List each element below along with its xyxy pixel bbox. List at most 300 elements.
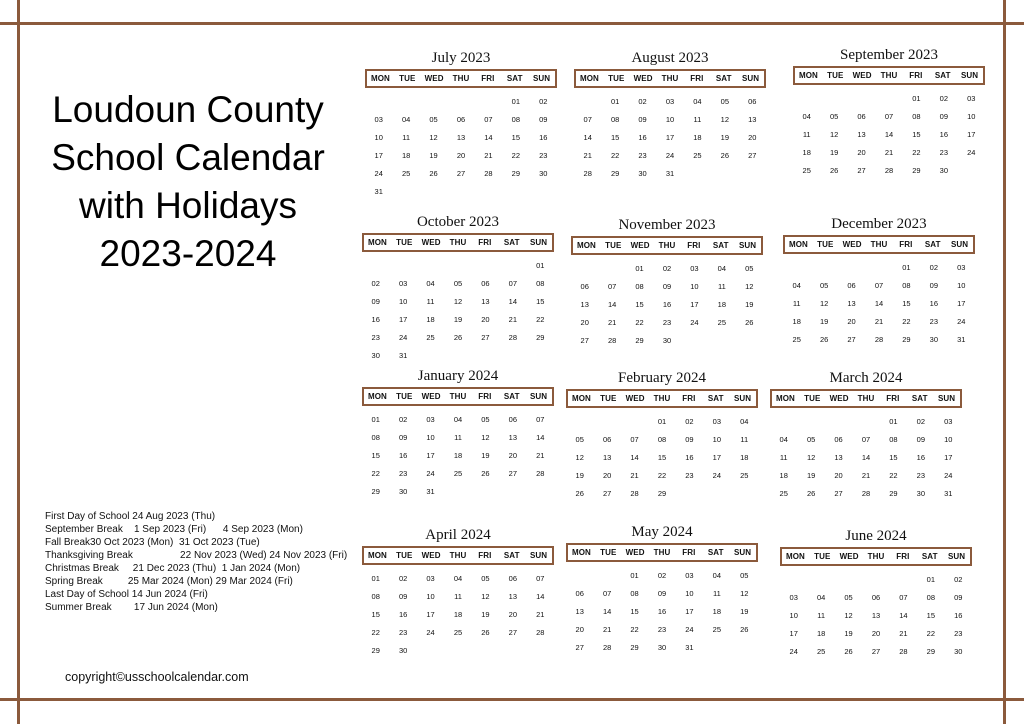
day-cell: 21 (484, 151, 493, 160)
weekday-label: WED (630, 241, 650, 250)
day-cell: 25 (717, 318, 727, 327)
weekday-label: WED (421, 392, 441, 401)
title-line: 2023-2024 (99, 233, 277, 274)
day-cell: 02 (371, 279, 380, 288)
day-empty (797, 413, 824, 431)
day-cell: 17 (712, 453, 722, 462)
day-cell: 30 (539, 169, 548, 178)
day-cell: 04 (693, 97, 702, 106)
day-cell: 20 (508, 610, 518, 619)
day-cell: 07 (861, 435, 871, 444)
day-cell: 16 (939, 130, 949, 139)
weekday-header (574, 69, 766, 88)
day-cell: 03 (789, 593, 798, 602)
day-cell: 14 (861, 453, 871, 462)
day-cell: 08 (610, 115, 620, 124)
day-cell: 04 (802, 112, 811, 121)
day-cell: 25 (802, 166, 811, 175)
day-cell: 08 (926, 593, 936, 602)
day-cell: 24 (426, 628, 435, 637)
month-calendar (574, 48, 766, 183)
frame-left-border (17, 0, 20, 724)
day-cell: 22 (536, 315, 545, 324)
weekday-label: MON (798, 71, 818, 80)
day-cell: 04 (712, 571, 722, 580)
day-cell: 17 (426, 451, 435, 460)
day-cell: 03 (426, 415, 435, 424)
day-cell: 19 (819, 317, 829, 326)
day-cell: 12 (429, 133, 438, 142)
day-cell: 13 (580, 300, 589, 309)
day-cell: 17 (665, 133, 675, 142)
month-name: January 2024 (417, 368, 499, 384)
day-cell: 03 (374, 115, 383, 124)
weekday-label: SUN (947, 552, 966, 561)
day-cell: 16 (916, 453, 926, 462)
day-cell: 01 (630, 571, 639, 580)
day-cell: 14 (630, 453, 639, 462)
day-cell: 21 (884, 148, 894, 157)
day-cell: 31 (398, 351, 408, 360)
day-cell: 28 (884, 166, 894, 175)
day-cell: 22 (635, 318, 644, 327)
holiday-row (45, 510, 365, 523)
weekday-label: TUE (396, 392, 413, 401)
day-cell: 13 (847, 299, 856, 308)
day-cell: 08 (371, 433, 380, 442)
title-line: Loudoun County (52, 89, 324, 130)
weekday-label: WED (842, 240, 862, 249)
weekday-label: SUN (741, 74, 760, 83)
weekday-header (362, 387, 554, 406)
holiday-dates: 1 Sep 2023 (Fri) 4 Sep 2023 (Mon) (133, 524, 303, 535)
weekday-label: FRI (687, 241, 701, 250)
day-cell: 16 (371, 315, 380, 324)
holiday-name: Christmas Break (45, 563, 119, 574)
day-cell: 30 (398, 487, 408, 496)
day-cell: 09 (685, 435, 694, 444)
day-cell: 25 (693, 151, 702, 160)
day-cell: 18 (401, 151, 411, 160)
day-cell: 29 (657, 489, 667, 498)
day-cell: 06 (871, 593, 881, 602)
day-cell: 12 (575, 453, 584, 462)
day-cell: 23 (398, 469, 408, 478)
weekday-label: MON (571, 548, 591, 557)
day-empty (825, 413, 852, 431)
weekday-label: SAT (503, 392, 520, 401)
day-cell: 24 (957, 317, 966, 326)
day-cell: 21 (861, 471, 871, 480)
month-calendar (783, 214, 975, 349)
holiday-name: September Break (45, 524, 123, 535)
day-cell: 23 (929, 317, 939, 326)
day-cell: 03 (685, 571, 694, 580)
day-cell: 03 (690, 264, 699, 273)
day-cell: 23 (539, 151, 548, 160)
day-cell: 18 (426, 315, 435, 324)
day-cell: 13 (748, 115, 757, 124)
weekday-label: SAT (707, 548, 724, 557)
day-cell: 23 (954, 629, 963, 638)
day-cell: 16 (657, 607, 667, 616)
day-cell: 12 (745, 282, 754, 291)
month-name: October 2023 (416, 214, 500, 230)
weekday-label: MON (367, 551, 387, 560)
day-cell: 27 (834, 489, 843, 498)
day-cell: 13 (508, 433, 518, 442)
weekday-label: THU (658, 241, 676, 250)
day-cell: 02 (657, 571, 667, 580)
day-cell: 02 (929, 263, 939, 272)
day-cell: 13 (871, 611, 881, 620)
day-cell: 09 (371, 297, 380, 306)
day-cell: 06 (748, 97, 757, 106)
day-cell: 28 (861, 489, 871, 498)
day-empty (571, 260, 598, 278)
holiday-row (45, 588, 365, 601)
weekday-label: TUE (605, 241, 622, 250)
day-cell: 27 (580, 336, 589, 345)
days-grid (783, 259, 975, 349)
weekday-label: THU (452, 74, 470, 83)
weekday-label: SUN (733, 548, 752, 557)
day-cell: 05 (481, 574, 490, 583)
day-cell: 28 (899, 647, 908, 656)
holiday-dates: 22 Nov 2023 (Wed) 24 Nov 2023 (Fri) (132, 550, 348, 561)
day-cell: 25 (712, 625, 722, 634)
day-cell: 05 (453, 279, 463, 288)
day-cell: 01 (902, 263, 911, 272)
day-cell: 21 (899, 629, 908, 638)
day-cell: 14 (602, 607, 612, 616)
holiday-row (45, 536, 365, 549)
weekday-label: WED (852, 71, 872, 80)
day-cell: 20 (834, 471, 843, 480)
holiday-row (45, 523, 365, 536)
day-cell: 06 (602, 435, 612, 444)
day-empty (852, 413, 879, 431)
day-cell: 18 (693, 133, 702, 142)
day-cell: 09 (929, 281, 939, 290)
weekday-header (780, 547, 972, 566)
day-cell: 23 (685, 471, 694, 480)
day-cell: 17 (374, 151, 383, 160)
day-cell: 21 (508, 315, 518, 324)
day-cell: 14 (484, 133, 493, 142)
day-cell: 04 (453, 574, 463, 583)
day-cell: 23 (657, 625, 667, 634)
day-cell: 19 (720, 133, 730, 142)
day-cell: 29 (889, 489, 898, 498)
weekday-label: TUE (804, 394, 821, 403)
day-cell: 12 (844, 611, 853, 620)
day-cell: 05 (575, 435, 584, 444)
weekday-label: SAT (503, 238, 520, 247)
day-cell: 11 (740, 435, 749, 444)
day-cell: 14 (536, 433, 545, 442)
day-cell: 07 (484, 115, 493, 124)
day-cell: 03 (665, 97, 675, 106)
day-empty (890, 571, 917, 589)
day-cell: 23 (662, 318, 672, 327)
day-cell: 28 (536, 469, 545, 478)
day-cell: 24 (789, 647, 798, 656)
weekday-label: SUN (529, 238, 548, 247)
day-cell: 30 (929, 335, 939, 344)
days-grid (362, 411, 554, 501)
day-cell: 19 (740, 607, 749, 616)
weekday-label: SAT (506, 74, 523, 83)
month-name: March 2024 (829, 370, 903, 386)
day-empty (447, 93, 474, 111)
day-cell: 09 (657, 589, 667, 598)
days-grid (362, 257, 554, 365)
day-cell: 26 (720, 151, 730, 160)
month-calendar (362, 525, 554, 660)
weekday-label: THU (653, 548, 671, 557)
day-cell: 14 (874, 299, 884, 308)
day-cell: 12 (720, 115, 730, 124)
holiday-dates: 24 Aug 2023 (Thu) (132, 511, 216, 522)
weekday-label: FRI (909, 71, 923, 80)
day-cell: 22 (371, 469, 380, 478)
day-empty (770, 413, 797, 431)
day-cell: 30 (371, 351, 380, 360)
day-empty (475, 93, 502, 111)
day-cell: 28 (536, 628, 545, 637)
day-cell: 17 (398, 315, 408, 324)
weekday-label: FRI (478, 551, 492, 560)
day-cell: 23 (939, 148, 949, 157)
day-cell: 06 (508, 415, 518, 424)
day-cell: 22 (926, 629, 936, 638)
holiday-row (45, 601, 365, 614)
day-cell: 31 (374, 187, 383, 196)
weekday-label: TUE (608, 74, 625, 83)
weekday-label: SAT (712, 241, 729, 250)
weekday-header (571, 236, 763, 255)
weekday-label: MON (571, 394, 591, 403)
day-cell: 17 (426, 610, 435, 619)
weekday-header (566, 389, 758, 408)
day-cell: 25 (792, 335, 801, 344)
weekday-label: TUE (396, 551, 413, 560)
weekday-label: SAT (921, 552, 938, 561)
day-cell: 25 (426, 333, 435, 342)
day-cell: 29 (371, 646, 380, 655)
day-cell: 28 (630, 489, 639, 498)
weekday-label: SUN (937, 394, 956, 403)
day-cell: 01 (610, 97, 620, 106)
day-cell: 18 (779, 471, 788, 480)
weekday-label: MON (775, 394, 795, 403)
day-cell: 26 (481, 469, 490, 478)
day-cell: 30 (939, 166, 949, 175)
day-cell: 12 (819, 299, 829, 308)
day-cell: 07 (899, 593, 908, 602)
day-cell: 16 (954, 611, 963, 620)
day-cell: 27 (602, 489, 612, 498)
weekday-label: MON (785, 552, 805, 561)
day-cell: 07 (884, 112, 894, 121)
day-cell: 02 (685, 417, 694, 426)
day-cell: 12 (453, 297, 463, 306)
day-cell: 15 (511, 133, 521, 142)
day-cell: 22 (912, 148, 921, 157)
day-cell: 03 (944, 417, 953, 426)
day-cell: 05 (720, 97, 730, 106)
day-cell: 04 (792, 281, 801, 290)
weekday-label: TUE (600, 394, 617, 403)
day-cell: 04 (453, 415, 463, 424)
day-cell: 26 (806, 489, 816, 498)
holiday-list (45, 510, 365, 614)
day-cell: 18 (816, 629, 826, 638)
day-cell: 20 (580, 318, 589, 327)
day-cell: 30 (398, 646, 408, 655)
day-cell: 01 (912, 94, 921, 103)
day-cell: 26 (819, 335, 829, 344)
day-cell: 19 (745, 300, 754, 309)
month-name: September 2023 (840, 47, 938, 63)
day-cell: 21 (536, 451, 545, 460)
day-cell: 26 (429, 169, 438, 178)
day-cell: 10 (967, 112, 976, 121)
weekday-label: THU (653, 394, 671, 403)
weekday-label: SUN (733, 394, 752, 403)
day-cell: 10 (426, 592, 435, 601)
day-cell: 10 (789, 611, 798, 620)
day-cell: 27 (575, 643, 584, 652)
day-cell: 02 (954, 575, 963, 584)
day-cell: 13 (481, 297, 490, 306)
weekday-label: WED (625, 394, 645, 403)
day-cell: 03 (398, 279, 408, 288)
day-cell: 31 (426, 487, 435, 496)
day-empty (621, 413, 648, 431)
day-cell: 28 (583, 169, 592, 178)
day-cell: 30 (916, 489, 926, 498)
day-cell: 15 (610, 133, 620, 142)
weekday-label: SAT (934, 71, 951, 80)
day-cell: 16 (685, 453, 694, 462)
day-cell: 23 (371, 333, 380, 342)
day-empty (810, 259, 837, 277)
day-cell: 08 (902, 281, 911, 290)
weekday-label: MON (367, 238, 387, 247)
page-title (28, 86, 348, 278)
day-cell: 28 (874, 335, 884, 344)
day-cell: 21 (630, 471, 639, 480)
day-cell: 30 (662, 336, 672, 345)
weekday-label: SUN (529, 551, 548, 560)
day-empty (593, 413, 620, 431)
day-cell: 19 (481, 610, 490, 619)
day-cell: 18 (453, 451, 463, 460)
day-cell: 15 (657, 453, 667, 462)
day-cell: 21 (607, 318, 617, 327)
day-empty (835, 571, 862, 589)
day-cell: 20 (508, 451, 518, 460)
month-name: February 2024 (618, 370, 706, 386)
day-cell: 13 (857, 130, 866, 139)
day-cell: 20 (871, 629, 881, 638)
day-cell: 24 (398, 333, 408, 342)
weekday-label: SAT (715, 74, 732, 83)
day-cell: 15 (926, 611, 936, 620)
day-cell: 21 (583, 151, 592, 160)
weekday-label: FRI (899, 240, 913, 249)
day-cell: 11 (454, 433, 462, 442)
day-cell: 15 (630, 607, 639, 616)
day-cell: 03 (967, 94, 976, 103)
day-cell: 12 (740, 589, 749, 598)
day-cell: 07 (630, 435, 639, 444)
day-cell: 05 (844, 593, 853, 602)
day-cell: 22 (889, 471, 898, 480)
copyright-text: copyright©usschoolcalendar.com (65, 670, 249, 684)
days-grid (574, 93, 766, 183)
day-cell: 12 (481, 592, 490, 601)
day-cell: 14 (607, 300, 617, 309)
day-cell: 26 (481, 628, 490, 637)
day-empty (838, 259, 865, 277)
day-cell: 05 (429, 115, 438, 124)
day-cell: 24 (712, 471, 722, 480)
month-name: December 2023 (831, 216, 927, 232)
weekday-label: FRI (886, 394, 900, 403)
day-cell: 11 (717, 282, 726, 291)
day-cell: 17 (967, 130, 976, 139)
day-cell: 05 (481, 415, 490, 424)
day-cell: 27 (871, 647, 881, 656)
day-cell: 26 (745, 318, 754, 327)
holiday-dates: 14 Jun 2024 (Fri) (128, 589, 208, 600)
day-cell: 21 (874, 317, 884, 326)
holiday-dates: 21 Dec 2023 (Thu) 1 Jan 2024 (Mon) (118, 563, 301, 574)
month-name: July 2023 (431, 50, 491, 66)
month-name: June 2024 (845, 528, 907, 544)
day-cell: 10 (398, 297, 408, 306)
day-cell: 31 (944, 489, 953, 498)
month-calendar (362, 212, 554, 365)
day-cell: 05 (819, 281, 829, 290)
day-cell: 26 (453, 333, 463, 342)
days-grid (365, 93, 557, 201)
weekday-label: WED (829, 394, 849, 403)
day-cell: 17 (957, 299, 966, 308)
day-cell: 01 (536, 261, 545, 270)
weekday-label: TUE (396, 238, 413, 247)
month-calendar (780, 526, 972, 661)
day-cell: 11 (454, 592, 462, 601)
day-cell: 14 (583, 133, 592, 142)
weekday-label: SAT (911, 394, 928, 403)
day-cell: 13 (602, 453, 612, 462)
frame-right-border (1003, 0, 1006, 724)
day-cell: 08 (635, 282, 644, 291)
day-cell: 15 (371, 610, 380, 619)
day-cell: 06 (575, 589, 584, 598)
day-cell: 22 (610, 151, 620, 160)
day-cell: 15 (889, 453, 898, 462)
day-empty (865, 259, 892, 277)
day-cell: 02 (398, 415, 408, 424)
day-cell: 22 (902, 317, 911, 326)
day-cell: 07 (874, 281, 884, 290)
day-empty (862, 571, 889, 589)
